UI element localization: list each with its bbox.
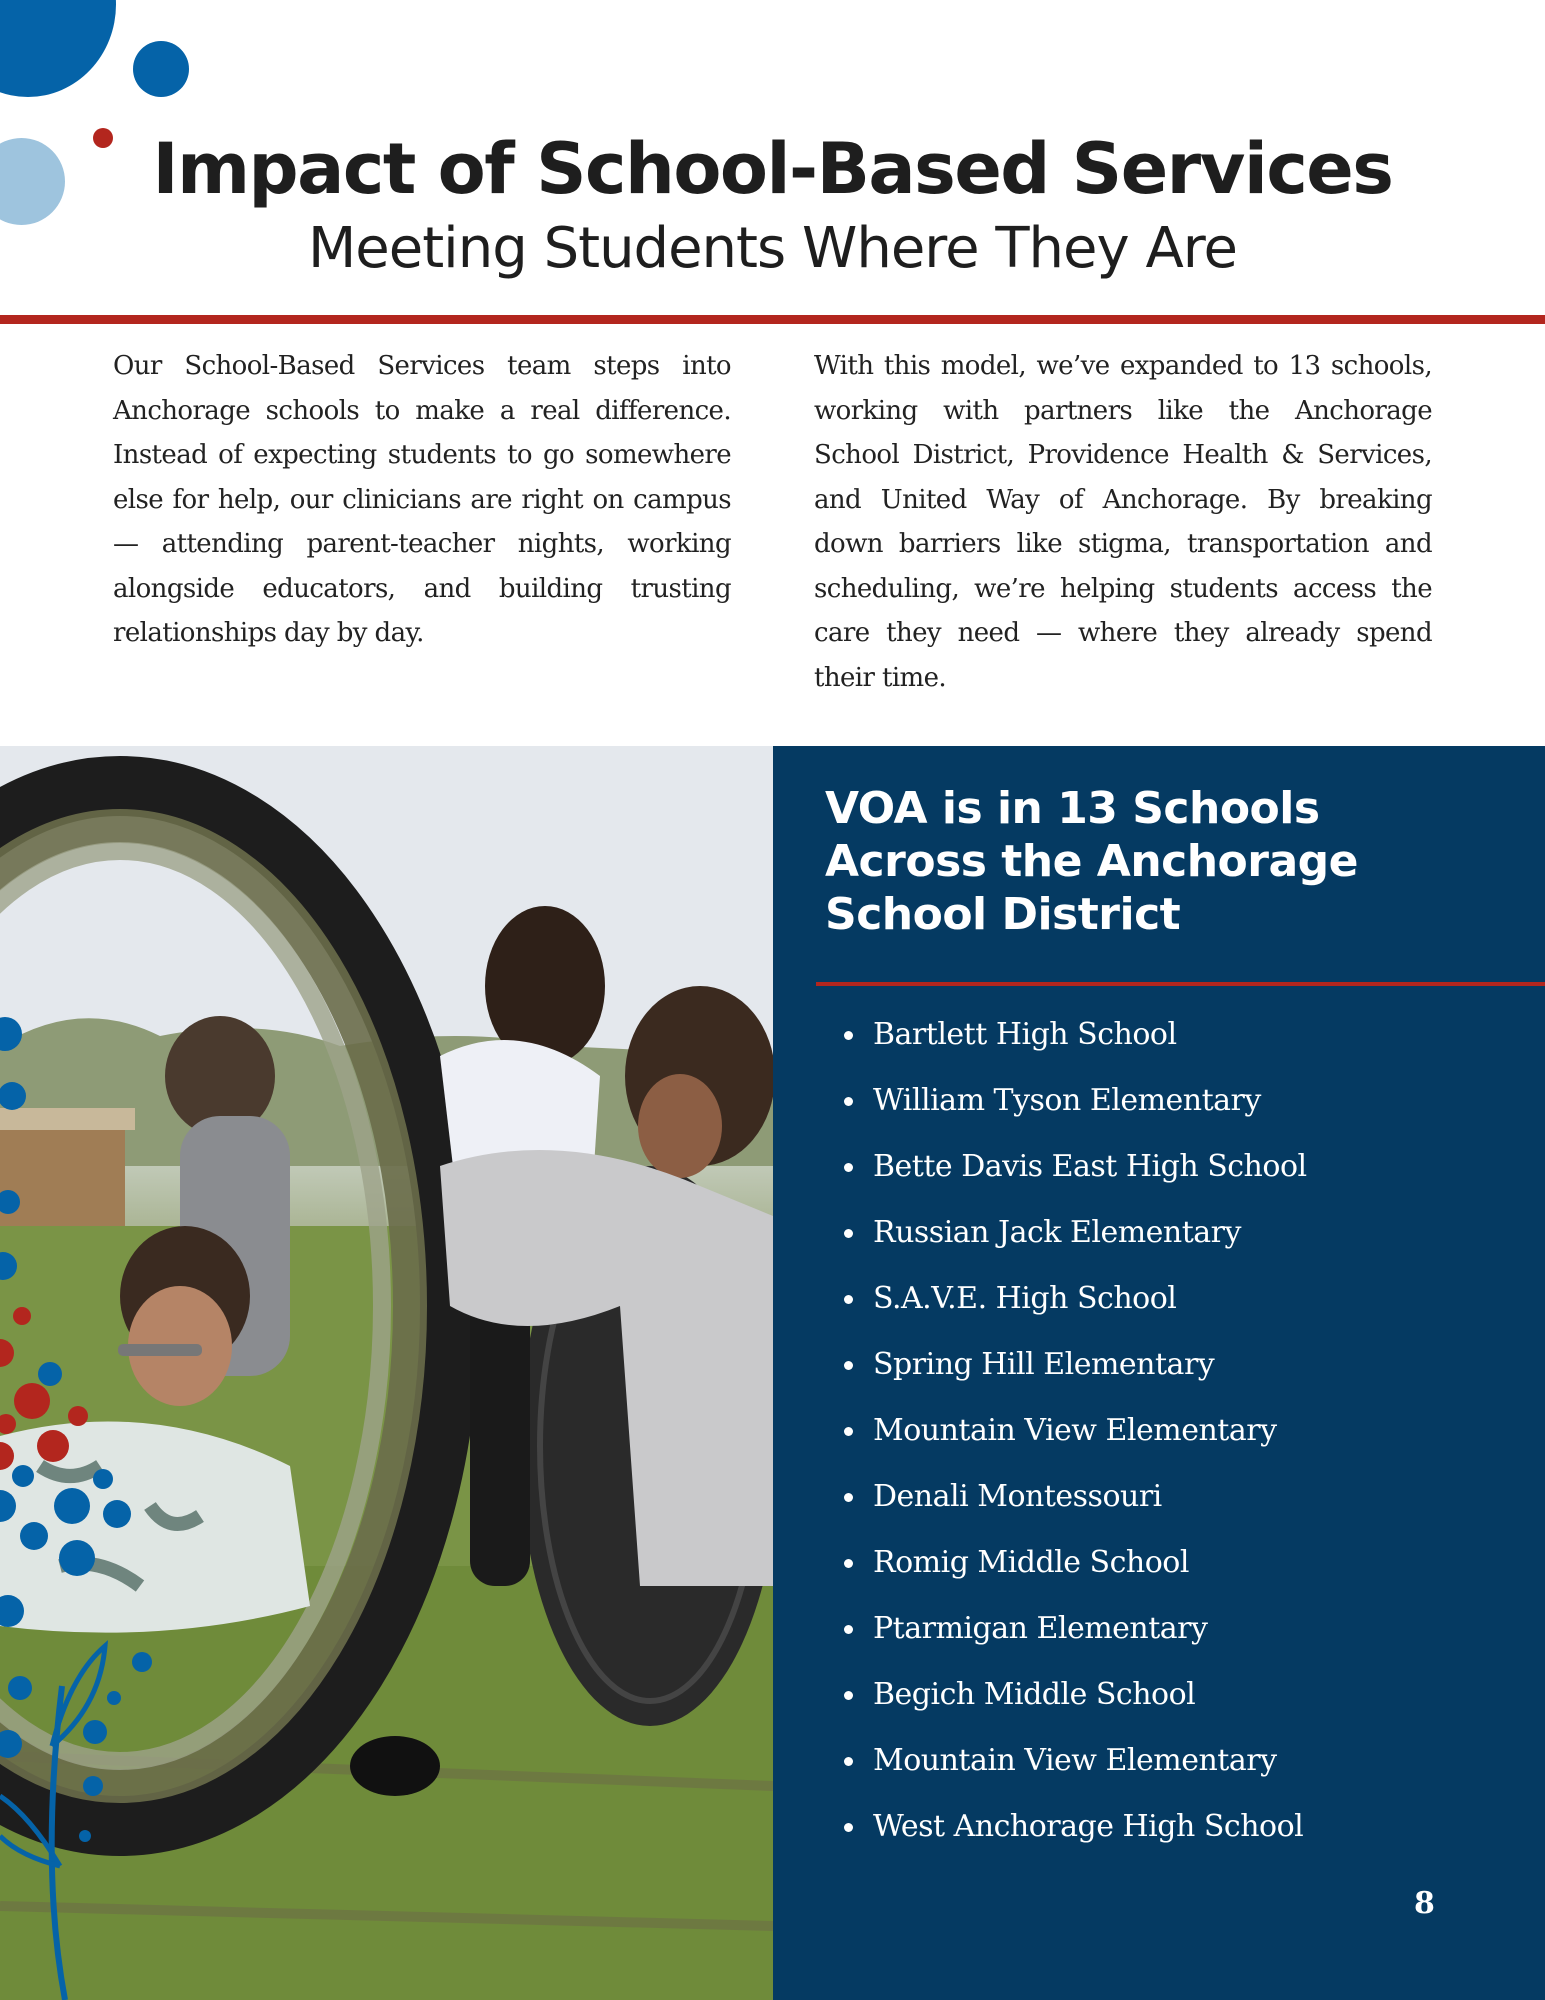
schools-panel [773,746,1545,2000]
bullet-icon [844,1229,853,1238]
school-list-item [813,1008,1307,1074]
page-number: 8 [1414,1886,1435,1921]
bullet-icon [844,1823,853,1832]
school-list-item [813,1734,1307,1800]
intro-paragraph-right: With this model, we’ve expanded to 13 schools, working with partners like the Anchorage School District, Providence Health & Services, and United Way of Anchorage. By breaking down barriers like stigma, transportation and scheduling, we’re helping students access the care they need — where they already spend their time. [814,351,1432,693]
school-list-item [813,1338,1307,1404]
school-name: Romig Middle School [873,1545,1189,1580]
school-name: Mountain View Elementary [873,1743,1277,1778]
school-list-item [813,1602,1307,1668]
school-list-item [813,1074,1307,1140]
panel-divider [816,982,1545,986]
bullet-icon [844,1757,853,1766]
heading-line-2: Across the Anchorage [825,836,1359,887]
bullet-icon [844,1427,853,1436]
heading-line-1: VOA is in 13 Schools [825,783,1320,834]
school-list [813,1008,1307,1866]
school-name: Russian Jack Elementary [873,1215,1241,1250]
bullet-icon [844,1097,853,1106]
bullet-icon [844,1295,853,1304]
bullet-icon [844,1493,853,1502]
bullet-icon [844,1031,853,1040]
school-list-item [813,1272,1307,1338]
school-name: William Tyson Elementary [873,1083,1261,1118]
bullet-icon [844,1559,853,1568]
school-name: Mountain View Elementary [873,1413,1277,1448]
school-name: Spring Hill Elementary [873,1347,1215,1382]
school-name: Denali Montessouri [873,1479,1162,1514]
school-list-item [813,1800,1307,1866]
decorative-bubble-large-blue [0,0,116,97]
decorative-bubble-medium-blue [133,41,189,97]
bullet-icon [844,1163,853,1172]
school-list-item [813,1140,1307,1206]
school-list-item [813,1668,1307,1734]
school-list-item [813,1404,1307,1470]
school-name: S.A.V.E. High School [873,1281,1177,1316]
school-list-item [813,1536,1307,1602]
photo-illustration [0,746,773,2000]
header-divider [0,315,1545,324]
intro-paragraph-left: Our School-Based Services team steps into Anchorage schools to make a real difference. Instead of expecting students to go somewhere else for help, our clinicians are right on campus — attending parent-teacher nights, working alongside educators, and building trusting relationships day by day. [113,351,731,648]
page-subtitle: Meeting Students Where They Are [307,216,1237,281]
bullet-icon [844,1691,853,1700]
school-name: Bartlett High School [873,1017,1177,1052]
bullet-icon [844,1361,853,1370]
heading-line-3: School District [825,889,1181,940]
school-list-item [813,1470,1307,1536]
school-name: Ptarmigan Elementary [873,1611,1208,1646]
photo-children-playing [0,746,773,2000]
page-title: Impact of School-Based Services [152,128,1393,210]
school-name: Begich Middle School [873,1677,1196,1712]
schools-panel-heading [825,782,1445,941]
bullet-icon [844,1625,853,1634]
school-name: Bette Davis East High School [873,1149,1307,1184]
school-list-item [813,1206,1307,1272]
school-name: West Anchorage High School [873,1809,1304,1844]
